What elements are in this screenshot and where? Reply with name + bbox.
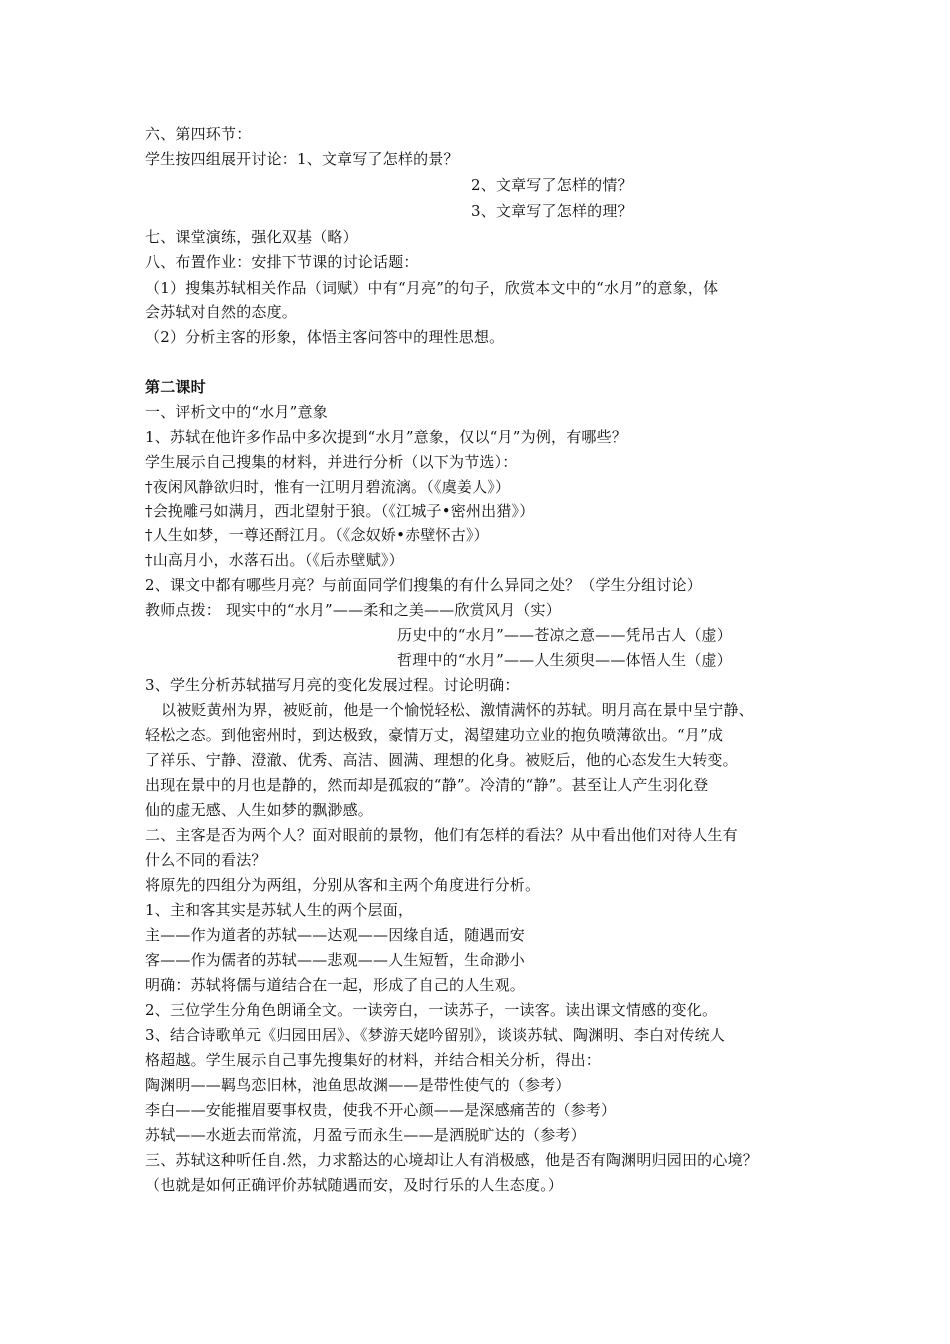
teacher-guide-3: 哲理中的“水月”——人生须臾——体悟人生（虚）	[397, 651, 732, 669]
host-line: 主——作为道者的苏轼——达观——因缘自适，随遇而安	[145, 926, 526, 944]
tao-yuanming-line: 陶渊明——羁鸟恋旧林，池鱼思故渊——是带性使气的（参考）	[145, 1076, 571, 1094]
part-3-note: （也就是如何正确评价苏轼随遇而安，及时行乐的人生态度。）	[145, 1176, 564, 1194]
group-instruction: 将原先的四组分为两组，分别从客和主两个角度进行分析。	[145, 876, 541, 894]
teacher-guide-1: 教师点拨： 现实中的“水月”——柔和之美——欣赏风月（实）	[145, 601, 561, 619]
part-3-heading: 三、苏轼这种听任自.然，力求豁达的心境却让人有消极感，他是否有陶渊明归园田的心境？	[145, 1151, 758, 1169]
section-8-heading: 八、布置作业：安排下节课的讨论话题：	[145, 253, 419, 271]
quote-4: †山高月小，水落石出。（《后赤壁赋》）	[145, 551, 404, 569]
discussion-q2: 2、文章写了怎样的情？	[471, 176, 633, 194]
student-material-intro: 学生展示自己搜集的材料，并进行分析（以下为节选）：	[145, 453, 518, 471]
part-2-heading: 二、主客是否为两个人？面对眼前的景物，他们有怎样的看法？从中看出他们对待人生有	[145, 826, 738, 844]
analysis-para-line-1: 以被贬黄州为界，被贬前，他是一个愉悦轻松、激情满怀的苏轼。明月高在景中呈宁静、	[161, 701, 754, 719]
part-1-heading: 一、评析文中的“水月”意象	[145, 403, 328, 421]
clarification-line: 明确：苏轼将儒与道结合在一起，形成了自己的人生观。	[145, 976, 526, 994]
part-1-q3: 3、学生分析苏轼描写月亮的变化发展过程。讨论明确：	[145, 676, 520, 694]
discussion-q3: 3、文章写了怎样的理？	[471, 202, 633, 220]
quote-1: †夜闲风静欲归时，惟有一江明月碧流漓。（《虞姜人》）	[145, 478, 511, 496]
analysis-para-line-4: 出现在景中的月也是静的，然而却是孤寂的“静”。冷清的“静”。甚至让人产生羽化登	[145, 776, 709, 794]
homework-item-1: （1）搜集苏轼相关作品（词赋）中有“月亮”的句子，欣赏本文中的“水月”的意象，体	[145, 279, 719, 297]
analysis-para-line-2: 轻松之态。到他密州时，到达极致，豪情万丈，渴望建功立业的抱负喷薄欲出。“月”成	[145, 726, 724, 744]
analysis-para-line-5: 仙的虚无感、人生如梦的飘渺感。	[145, 801, 374, 819]
part-2-item-3: 3、结合诗歌单元《归园田居》、《梦游天姥吟留别》，谈谈苏轼、陶渊明、李白对传统人	[145, 1026, 726, 1044]
part-1-q1: 1、苏轼在他许多作品中多次提到“水月”意象，仅以“月”为例，有哪些？	[145, 428, 628, 446]
part-2-item-1: 1、主和客其实是苏轼人生的两个层面，	[145, 901, 414, 919]
discussion-q1: 学生按四组展开讨论：1、文章写了怎样的景？	[145, 150, 459, 168]
part-2-item-2: 2、三位学生分角色朗诵全文。一读旁白，一读苏子，一读客。读出课文情感的变化。	[145, 1001, 718, 1019]
quote-2: †会挽雕弓如满月，西北望射于狼。（《江城子•密州出猎》）	[145, 502, 535, 520]
su-shi-line: 苏轼——水逝去而常流，月盈亏而永生——是洒脱旷达的（参考）	[145, 1126, 586, 1144]
quote-3: †人生如梦，一尊还酹江月。（《念奴娇•赤壁怀古》）	[145, 526, 489, 544]
li-bai-line: 李白——安能摧眉要事权贵，使我不开心颜——是深感痛苦的（参考）	[145, 1101, 617, 1119]
homework-item-2: （2）分析主客的形象，体悟主客问答中的理性思想。	[145, 328, 505, 346]
homework-item-1-cont: 会苏轼对自然的态度。	[145, 303, 298, 321]
part-1-q2: 2、课文中都有哪些月亮？与前面同学们搜集的有什么异同之处？（学生分组讨论）	[145, 576, 702, 594]
section-6-heading: 六、第四环节：	[145, 125, 252, 143]
guest-line: 客——作为儒者的苏轼——悲观——人生短暂，生命渺小	[145, 951, 526, 969]
part-2-item-3-cont: 格超越。学生展示自己事先搜集好的材料，并结合相关分析，得出：	[145, 1051, 602, 1069]
lesson-2-title: 第二课时	[145, 378, 206, 396]
teacher-guide-2: 历史中的“水月”——苍凉之意——凭吊古人（虚）	[397, 626, 732, 644]
part-2-heading-cont: 什么不同的看法？	[145, 851, 267, 869]
analysis-para-line-3: 了祥乐、宁静、澄澈、优秀、高洁、圆满、理想的化身。被贬后，他的心态发生大转变。	[145, 751, 738, 769]
section-7-heading: 七、课堂演练，强化双基（略）	[145, 228, 358, 246]
